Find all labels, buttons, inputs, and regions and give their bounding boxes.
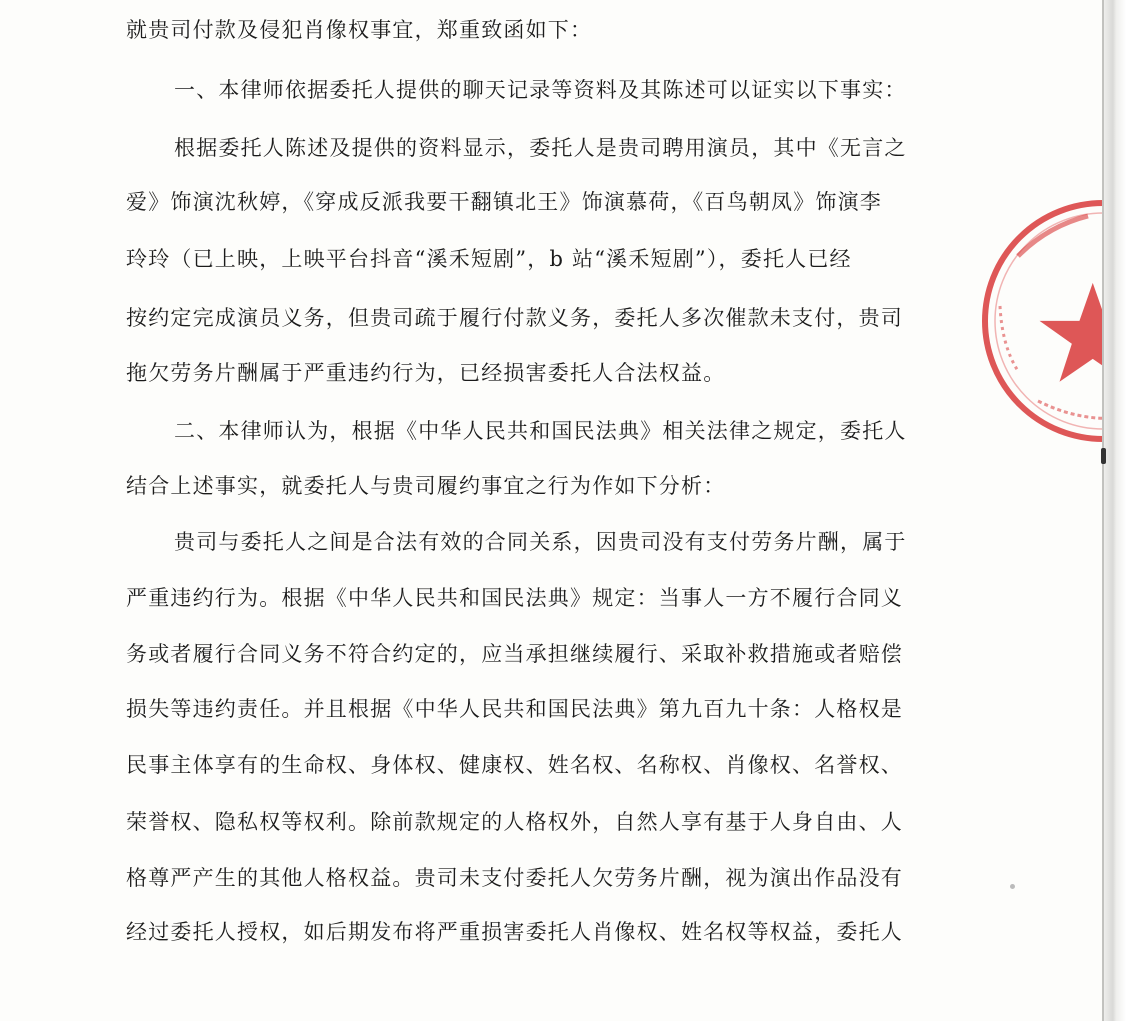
letter-line-4: 爱》饰演沈秋婷，《穿成反派我要干翻镇北王》饰演慕荷，《百鸟朝凤》饰演李 bbox=[126, 190, 882, 214]
page-edge-mark bbox=[1101, 448, 1106, 464]
page-edge-line bbox=[1102, 0, 1104, 1021]
letter-line-12: 务或者履行合同义务不符合约定的，应当承担继续履行、采取补救措施或者赔偿 bbox=[126, 642, 903, 666]
letter-line-16: 格尊严产生的其他人格权益。贵司未支付委托人欠劳务片酬，视为演出作品没有 bbox=[126, 866, 903, 890]
letter-line-11: 严重违约行为。根据《中华人民共和国民法典》规定：当事人一方不履行合同义 bbox=[126, 586, 903, 610]
letter-line-6: 按约定完成演员义务，但贵司疏于履行付款义务，委托人多次催款未支付，贵司 bbox=[126, 306, 903, 330]
paper-speck bbox=[1010, 884, 1015, 889]
letter-line-1: 就贵司付款及侵犯肖像权事宜，郑重致函如下： bbox=[126, 18, 593, 42]
letter-line-5: 玲玲（已上映，上映平台抖音“溪禾短剧”，b 站“溪禾短剧”），委托人已经 bbox=[126, 247, 852, 271]
letter-line-10: 贵司与委托人之间是合法有效的合同关系，因贵司没有支付劳务片酬，属于 bbox=[174, 530, 907, 554]
letter-line-15: 荣誉权、隐私权等权利。除前款规定的人格权外，自然人享有基于人身自由、人 bbox=[126, 810, 903, 834]
letter-line-7: 拖欠劳务片酬属于严重违约行为，已经损害委托人合法权益。 bbox=[126, 361, 726, 385]
page-edge-shadow bbox=[1102, 0, 1126, 1021]
letter-line-17: 经过委托人授权，如后期发布将严重损害委托人肖像权、姓名权等权益，委托人 bbox=[126, 920, 903, 944]
letter-line-13: 损失等违约责任。并且根据《中华人民共和国民法典》第九百九十条：人格权是 bbox=[126, 697, 903, 721]
letter-line-8: 二、本律师认为，根据《中华人民共和国民法典》相关法律之规定，委托人 bbox=[174, 419, 907, 443]
letter-line-3: 根据委托人陈述及提供的资料显示，委托人是贵司聘用演员，其中《无言之 bbox=[174, 136, 907, 160]
letter-line-2: 一、本律师依据委托人提供的聊天记录等资料及其陈述可以证实以下事实： bbox=[174, 78, 907, 102]
letter-line-9: 结合上述事实，就委托人与贵司履约事宜之行为作如下分析： bbox=[126, 474, 726, 498]
letter-line-14: 民事主体享有的生命权、身体权、健康权、姓名权、名称权、肖像权、名誉权、 bbox=[126, 753, 903, 777]
